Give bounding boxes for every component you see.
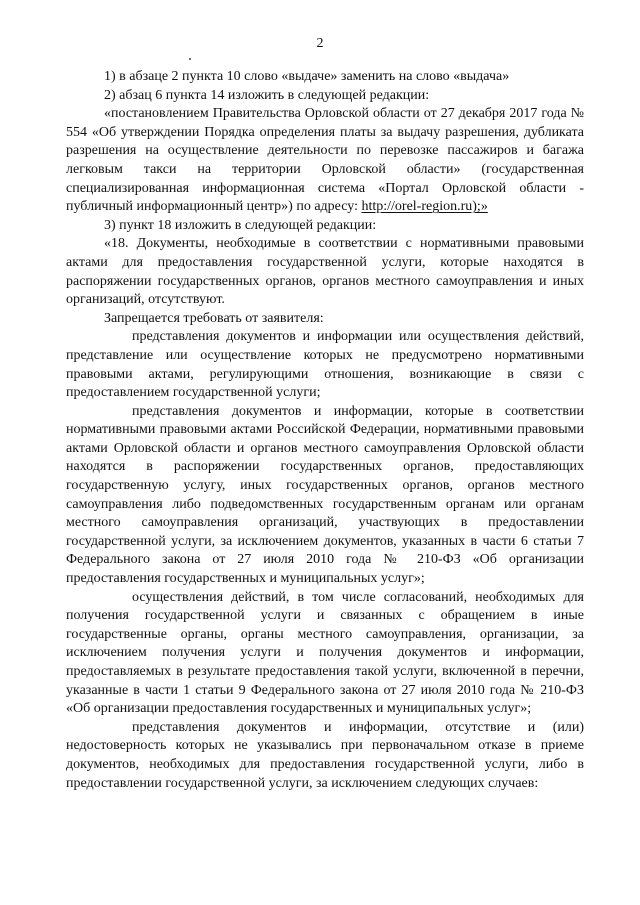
amendment-text-resolution — [66, 105, 584, 217]
prohibition-item-2: представления документов и информации, которые в соответствии нормативными правовыми актами Российской Федерации, нормативными правовыми актами Орловской области и органов местного самоуправления Орловской области находятся в распоряжении государственных органов, предоставляющих государственную услугу, иных государственных органов, органов местного самоуправления либо подведомственных государственным органам или органам местного самоуправления организаций, участвующих в предоставлении государственной услуги, за исключением документов, указанных в части 6 статьи 7 Федерального закона от 27 июля 2010 года № 210-ФЗ «Об организации предоставления государственных и муниципальных услуг»; — [66, 403, 584, 587]
prohibition-item-3: осуществления действий, в том числе согласований, необходимых для получения государственной услуги и связанных с обращением в иные государственные органы, органы местного самоуправления, организации, за исключением получения услуги и получения документов и информации, предоставляемых в результате предоставления такой услуги, включенной в перечни, указанные в части 1 статьи 9 Федерального закона от 27 июля 2010 года № 210-ФЗ «Об организации предоставления государственных и муниципальных услуг»; — [66, 589, 584, 717]
scan-speck — [189, 58, 191, 60]
page-number: 2 — [316, 36, 324, 51]
amendment-item-3: 3) пункт 18 изложить в следующей редакции: — [104, 217, 377, 233]
prohibition-item-1: представления документов и информации или осуществления действий, представление или осуществление которых не предусмотрено нормативными правовыми актами, регулирующими отношения, возникающие в связи с предоставлением государственной услуги; — [66, 329, 584, 401]
amendment-item-1: 1) в абзаце 2 пункта 10 слово «выдаче» заменить на слово «выдача» — [104, 69, 510, 84]
clause-18-paragraph: «18. Документы, необходимые в соответствии с нормативными правовыми актами для предоставления государственной услуги, которые находятся в распоряжении государственных органов, органов местного самоуправления и иных организаций, отсутствуют. — [66, 236, 584, 308]
document-body — [66, 68, 584, 793]
prohibition-item-4: представления документов и информации, отсутствие и (или) недостоверность которых не указывались при первоначальном отказе в приеме документов, необходимых для предоставления государственной услуги, либо в предоставлении государственной услуги, за исключением следующих случаев: — [66, 719, 584, 791]
resolution-text: «постановлением Правительства Орловской области от 27 декабря 2017 года № 554 «Об утверждении Порядка определения платы за выдачу разрешения, дубликата разрешения на осуществление деятельности по перевозке пассажиров и багажа легковым такси на территории Орловской области» (государственная специализированная информационная система «Портал Орловской области - публичный информационный центр») по адресу: — [66, 106, 584, 215]
prohibition-heading: Запрещается требовать от заявителя: — [104, 310, 324, 326]
portal-link[interactable]: http://orel-region.ru);» — [361, 199, 488, 215]
amendment-item-2: 2) абзац 6 пункта 14 изложить в следующей редакции: — [104, 87, 430, 103]
